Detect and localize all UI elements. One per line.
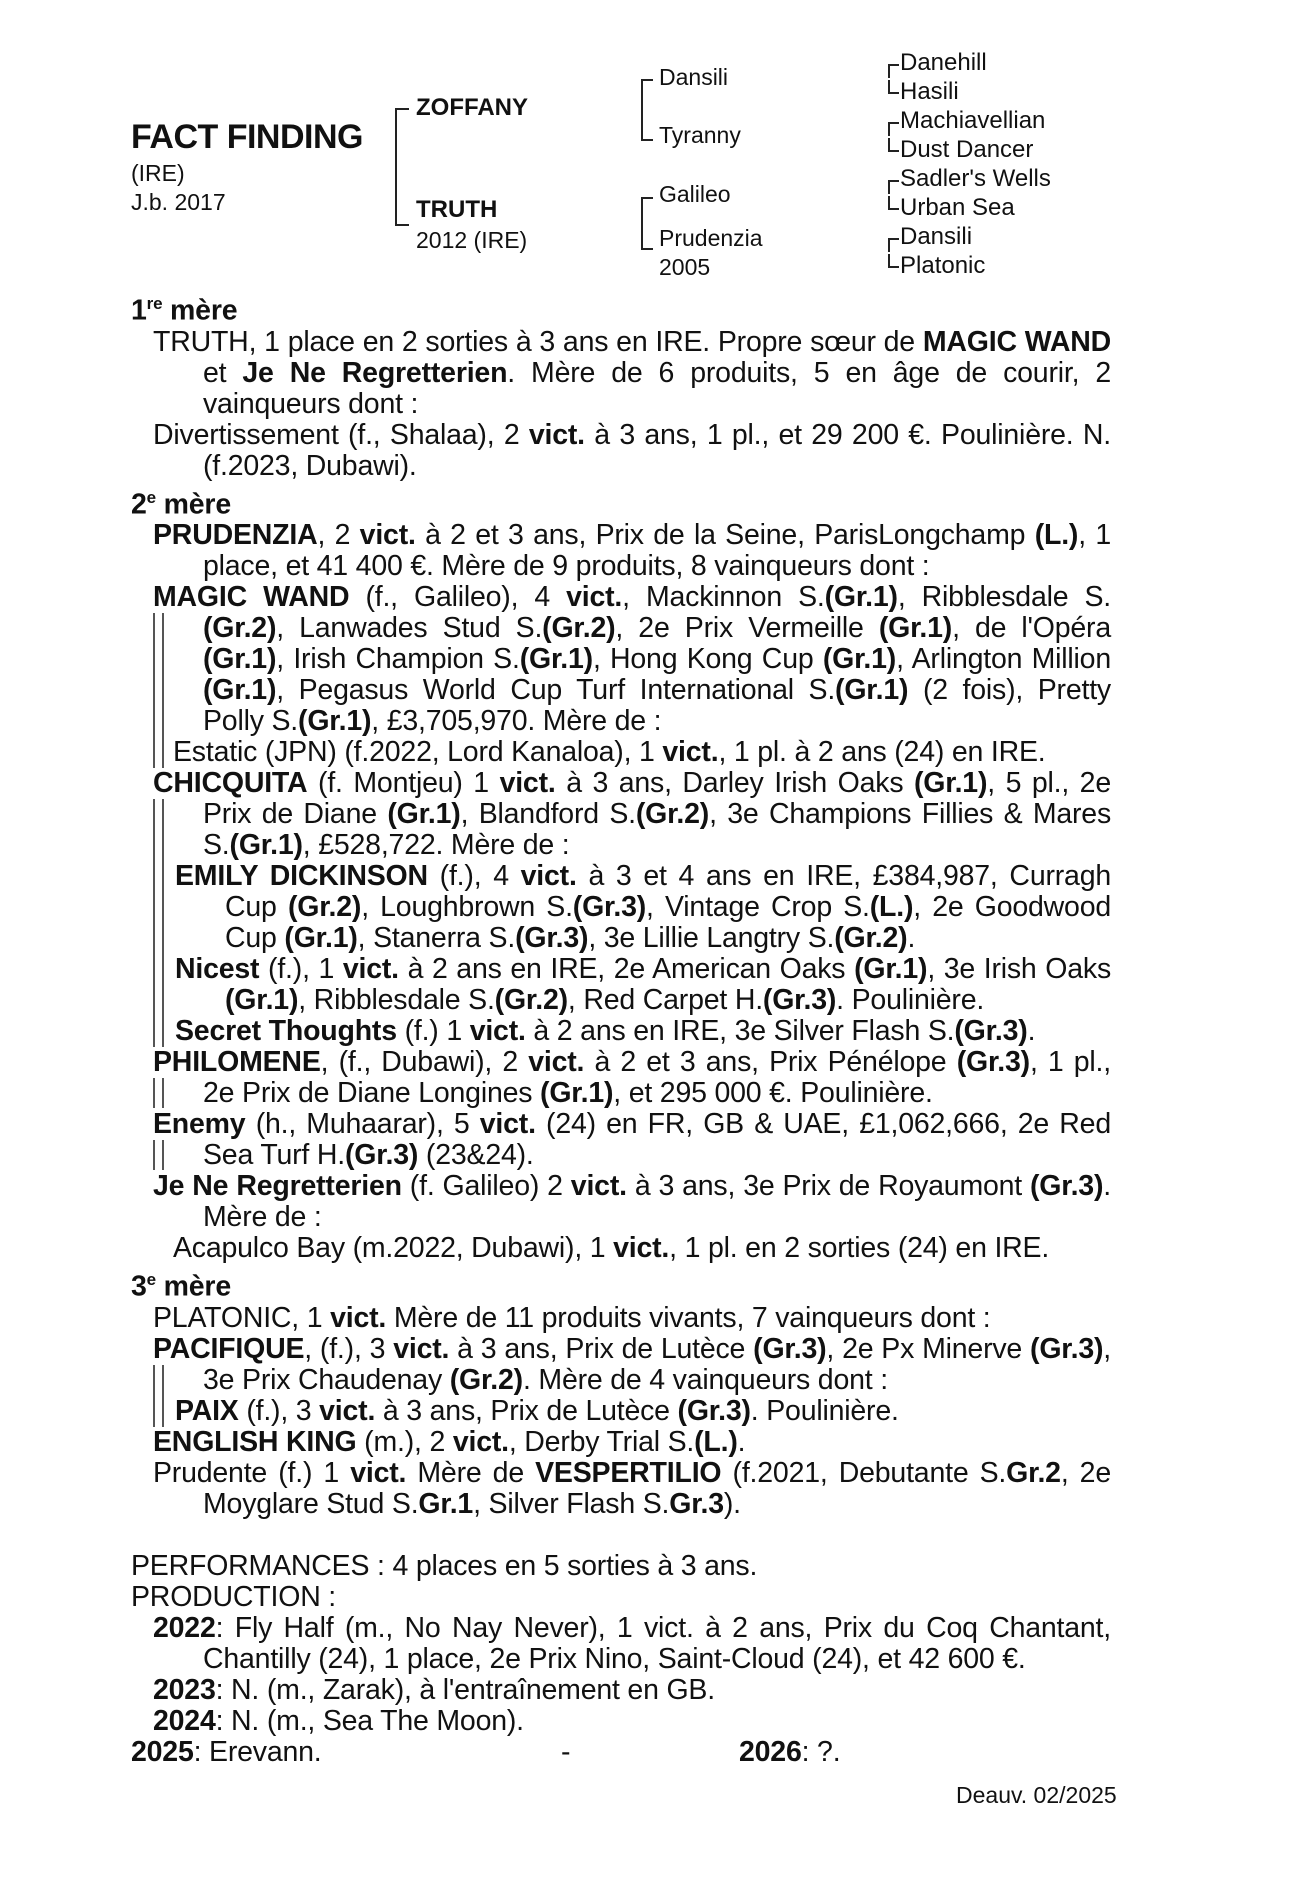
pedigree-gen3-1: Danehill: [900, 49, 987, 76]
entry-acapulco-bay: Acapulco Bay (m.2022, Dubawi), 1 vict., 1 pl. en 2 sorties (24) en IRE.: [173, 1232, 1050, 1264]
production-year: 2023: [153, 1673, 216, 1706]
section-2e-mere: 2e mère: [131, 487, 231, 520]
pedigree-gen3-8: Platonic: [900, 252, 986, 279]
bracket-top-4: [888, 238, 899, 252]
production-text: : ?.: [801, 1735, 841, 1768]
bracket-bottom-2: [888, 138, 899, 152]
bracket-top-2: [888, 122, 899, 136]
section-1re-mere: 1re mère: [131, 294, 238, 327]
horse-name: FACT FINDING: [131, 118, 363, 156]
entry-philomene: PHILOMENE, (f., Dubawi), 2 vict. à 2 et 3 ans, Prix Pénélope (Gr.3), 1 pl., 2e Prix de Diane Longines (Gr.1), et 295 000 €. Poulinière.: [153, 1046, 1111, 1109]
pedigree-bracket-gen2-dam: [641, 197, 653, 250]
pedigree-gen3-2: Hasili: [900, 78, 959, 105]
bracket-top-3: [888, 180, 899, 194]
production-year: 2026: [739, 1735, 802, 1768]
entry-je-ne-regretterien: Je Ne Regretterien (f. Galileo) 2 vict. à 3 ans, 3e Prix de Royaumont (Gr.3). Mère de :: [153, 1170, 1111, 1233]
pedigree-sire: ZOFFANY: [416, 94, 528, 121]
entry-english-king: ENGLISH KING (m.), 2 vict., Derby Trial S.(L.).: [153, 1425, 746, 1458]
performances: PERFORMANCES : 4 places en 5 sorties à 3 ans.: [131, 1549, 758, 1582]
group-pacifique: [131, 1334, 1111, 1427]
pedigree-gen3-7: Dansili: [900, 223, 973, 250]
production-year: 2024: [153, 1704, 216, 1737]
production-text: : Erevann.: [193, 1735, 322, 1768]
entry-enemy: Enemy (h., Muhaarar), 5 vict. (24) en FR, GB & UAE, £1,062,666, 2e Red Sea Turf H.(Gr.3) (23&24).: [153, 1108, 1111, 1171]
pedigree-dam-dam: Prudenzia: [659, 225, 763, 251]
entry-nicest: Nicest (f.), 1 vict. à 2 ans en IRE, 2e American Oaks (Gr.1), 3e Irish Oaks (Gr.1), Ribblesdale S.(Gr.2), Red Carpet H.(Gr.3). Poulinière.: [175, 953, 1112, 1016]
entry-prudenzia: PRUDENZIA, 2 vict. à 2 et 3 ans, Prix de la Seine, ParisLongchamp (L.), 1 place, et 41 400 €. Mère de 9 produits, 8 vainqueurs dont :: [153, 519, 1112, 582]
production-2026: [739, 1737, 840, 1768]
entry-truth: TRUTH, 1 place en 2 sorties à 3 ans en IRE. Propre sœur de MAGIC WAND et Je Ne Regretterien. Mère de 6 produits, 5 en âge de courir, 2 vainqueurs dont :: [153, 325, 1111, 420]
production-separator: -: [561, 1735, 571, 1768]
group-chicquita: [131, 768, 1111, 1047]
production-2023: [131, 1675, 1111, 1706]
entry-secret-thoughts: Secret Thoughts (f.) 1 vict. à 2 ans en IRE, 3e Silver Flash S.(Gr.3).: [175, 1015, 1036, 1047]
entry-emily-dickinson: EMILY DICKINSON (f.), 4 vict. à 3 et 4 ans en IRE, £384,987, Curragh Cup (Gr.2), Loughbrown S.(Gr.3), Vintage Crop S.(L.), 2e Goodwood Cup (Gr.1), Stanerra S.(Gr.3), 3e Lillie Langtry S.(Gr.2).: [175, 860, 1112, 954]
bracket-bottom-1: [888, 80, 899, 94]
pedigree-gen3-3: Machiavellian: [900, 107, 1046, 134]
entry-prudente: Prudente (f.) 1 vict. Mère de VESPERTILIO (f.2021, Debutante S.Gr.2, 2e Moyglare Stud S.Gr.1, Silver Flash S.Gr.3).: [153, 1456, 1111, 1520]
group-magic-wand: [131, 582, 1111, 768]
entry-platonic: PLATONIC, 1 vict. Mère de 11 produits vivants, 7 vainqueurs dont :: [153, 1301, 991, 1334]
pedigree-gen3-5: Sadler's Wells: [900, 165, 1051, 192]
footer-sale-ref: Deauv. 02/2025: [956, 1782, 1117, 1808]
pedigree-bracket-gen2-sire: [641, 79, 653, 141]
pedigree-sire-sire: Dansili: [659, 64, 729, 90]
pedigree-gen3-4: Dust Dancer: [900, 136, 1034, 163]
pedigree-dam-dam-info: 2005: [659, 254, 711, 280]
production-label: PRODUCTION :: [131, 1580, 337, 1613]
pedigree-sire-dam: Tyranny: [659, 122, 741, 148]
production-text: : N. (m., Sea The Moon).: [215, 1704, 524, 1737]
pedigree-dam-info: 2012 (IRE): [416, 227, 528, 253]
section-3e-mere: 3e mère: [131, 1270, 231, 1303]
pedigree-dam-sire: Galileo: [659, 181, 731, 207]
entry-paix: PAIX (f.), 3 vict. à 3 ans, Prix de Lutèce (Gr.3). Poulinière.: [175, 1394, 899, 1427]
production-text: : Fly Half (m., No Nay Never), 1 vict. à 2 ans, Prix du Coq Chantant, Chantilly (24), 1 place, 2e Prix Nino, Saint-Cloud (24), et 42 600 €.: [203, 1611, 1111, 1675]
horse-origin: (IRE): [131, 160, 185, 186]
horse-info: J.b. 2017: [131, 189, 226, 215]
entry-divertissement: Divertissement (f., Shalaa), 2 vict. à 3 ans, 1 pl., et 29 200 €. Poulinière. N. (f.2023, Dubawi).: [153, 418, 1111, 482]
bracket-bottom-3: [888, 196, 899, 210]
production-text: : N. (m., Zarak), à l'entraînement en GB.: [215, 1673, 715, 1706]
production-year: 2025: [131, 1735, 194, 1768]
entry-magic-wand: MAGIC WAND (f., Galileo), 4 vict., Mackinnon S.(Gr.1), Ribblesdale S.(Gr.2), Lanwades Stud S.(Gr.2), 2e Prix Vermeille (Gr.1), de l'Opéra (Gr.1), Irish Champion S.(Gr.1), Hong Kong Cup (Gr.1), Arlington Million (Gr.1), Pegasus World Cup Turf International S.(Gr.1) (2 fois), Pretty Polly S.(Gr.1), £3,705,970. Mère de :: [153, 581, 1112, 737]
production-2025: [131, 1737, 322, 1768]
group-enemy: [131, 1109, 1111, 1171]
bracket-bottom-4: [888, 254, 899, 268]
pedigree-gen3-6: Urban Sea: [900, 194, 1015, 221]
production-2024: [131, 1706, 1111, 1737]
bracket-top-1: [888, 64, 899, 78]
entry-chicquita: CHICQUITA (f. Montjeu) 1 vict. à 3 ans, Darley Irish Oaks (Gr.1), 5 pl., 2e Prix de Diane (Gr.1), Blandford S.(Gr.2), 3e Champions Fillies & Mares S.(Gr.1), £528,722. Mère de :: [153, 767, 1112, 861]
entry-pacifique: PACIFIQUE, (f.), 3 vict. à 3 ans, Prix de Lutèce (Gr.3), 2e Px Minerve (Gr.3), 3e Prix Chaudenay (Gr.2). Mère de 4 vainqueurs dont :: [153, 1332, 1111, 1396]
production-2025-row: [131, 1737, 1111, 1768]
production-year: 2022: [153, 1611, 216, 1644]
production-2022: [131, 1613, 1111, 1675]
group-philomene: [131, 1047, 1111, 1109]
pedigree-dam: TRUTH: [416, 196, 498, 223]
pedigree-bracket-gen1: [395, 108, 409, 226]
catalogue-body: [131, 288, 1111, 1768]
entry-estatic: Estatic (JPN) (f.2022, Lord Kanaloa), 1 vict., 1 pl. à 2 ans (24) en IRE.: [173, 736, 1046, 768]
